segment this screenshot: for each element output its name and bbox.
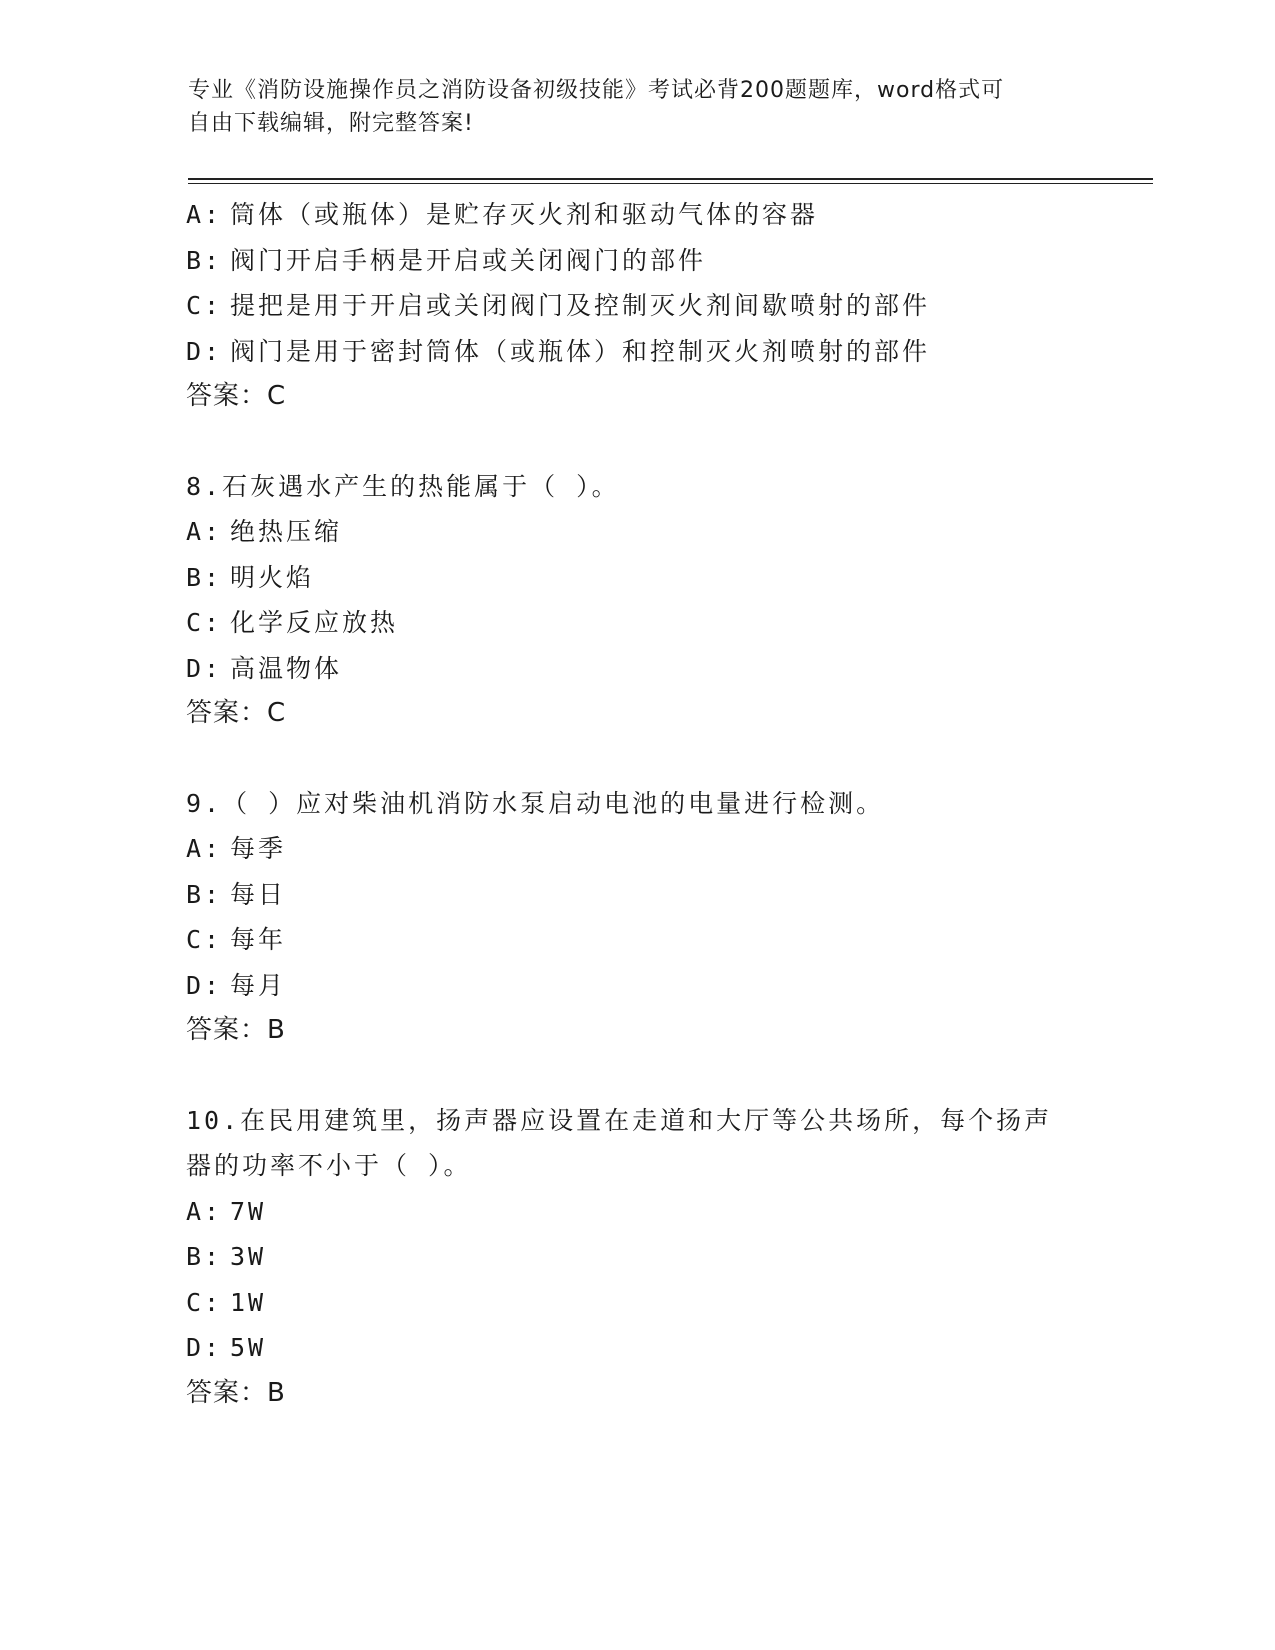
option-label: B: — [186, 879, 223, 909]
option-label: D: — [186, 336, 223, 366]
option-label: C: — [186, 291, 223, 320]
spacer — [186, 420, 1086, 464]
option-label: D: — [186, 970, 223, 1000]
option-c — [186, 1280, 1086, 1326]
header-divider-thick — [188, 178, 1153, 180]
question-text: 9.（ ）应对柴油机消防水泵启动电池的电量进行检测。 — [186, 788, 885, 818]
option-b — [186, 238, 1086, 284]
answer-line: 答案：B — [186, 1377, 286, 1408]
option-a — [186, 826, 1086, 872]
option-label: C: — [186, 925, 223, 954]
option-label: D: — [186, 1333, 223, 1362]
option-b — [186, 1234, 1086, 1280]
option-label: C: — [186, 608, 223, 637]
option-text: 每年 — [230, 925, 287, 954]
option-b — [186, 872, 1086, 918]
option-d — [186, 1325, 1086, 1371]
option-text: 3W — [230, 1242, 267, 1271]
answer-line: 答案：C — [186, 698, 287, 728]
spacer — [186, 737, 1086, 781]
option-text: 阀门是用于密封筒体（或瓶体）和控制灭火剂喷射的部件 — [230, 336, 931, 366]
question-block-9 — [186, 781, 1086, 1054]
header-line-2: 自由下载编辑，附完整答案! — [188, 111, 474, 136]
option-d — [186, 646, 1086, 692]
option-label: A: — [186, 200, 223, 229]
option-a — [186, 192, 1086, 238]
option-text: 每日 — [230, 879, 287, 909]
option-text: 5W — [230, 1333, 267, 1362]
answer-line: 答案：C — [186, 381, 287, 411]
header-line-1: 专业《消防设施操作员之消防设备初级技能》考试必背200题题库，word格式可 — [188, 78, 1005, 103]
option-label: A: — [186, 834, 223, 863]
option-text: 7W — [230, 1196, 267, 1226]
question-block-7 — [186, 192, 1086, 420]
option-d — [186, 329, 1086, 375]
document-header — [188, 74, 1068, 140]
option-text: 化学反应放热 — [230, 608, 399, 637]
option-text: 绝热压缩 — [230, 517, 343, 546]
option-label: B: — [186, 245, 223, 275]
option-c — [186, 600, 1086, 646]
option-a — [186, 1189, 1086, 1235]
question-block-10 — [186, 1098, 1086, 1417]
option-label: D: — [186, 653, 223, 683]
option-label: A: — [186, 1196, 223, 1226]
option-text: 每月 — [230, 970, 287, 1000]
option-text: 筒体（或瓶体）是贮存灭火剂和驱动气体的容器 — [230, 200, 819, 229]
question-block-8 — [186, 464, 1086, 737]
option-text: 阀门开启手柄是开启或关闭阀门的部件 — [230, 245, 707, 275]
option-d — [186, 963, 1086, 1009]
option-text: 提把是用于开启或关闭阀门及控制灭火剂间歇喷射的部件 — [230, 291, 931, 320]
option-label: A: — [186, 517, 223, 546]
option-label: C: — [186, 1287, 223, 1317]
option-label: B: — [186, 562, 223, 592]
option-a — [186, 509, 1086, 555]
spacer — [186, 1054, 1086, 1098]
answer-line: 答案：B — [186, 1015, 286, 1045]
option-b — [186, 555, 1086, 601]
question-text: 8.石灰遇水产生的热能属于（ ）。 — [186, 471, 620, 501]
question-list — [186, 192, 1086, 1416]
option-text: 明火焰 — [230, 562, 315, 592]
option-label: B: — [186, 1242, 223, 1271]
question-text-line-2: 器的功率不小于（ ）。 — [186, 1151, 472, 1180]
option-text: 每季 — [230, 834, 287, 863]
option-text: 1W — [230, 1287, 267, 1317]
header-divider-thin — [188, 183, 1153, 184]
option-c — [186, 283, 1086, 329]
question-text-line-1: 10.在民用建筑里，扬声器应设置在走道和大厅等公共场所，每个扬声 — [186, 1105, 1053, 1135]
option-text: 高温物体 — [230, 653, 343, 683]
option-c — [186, 917, 1086, 963]
